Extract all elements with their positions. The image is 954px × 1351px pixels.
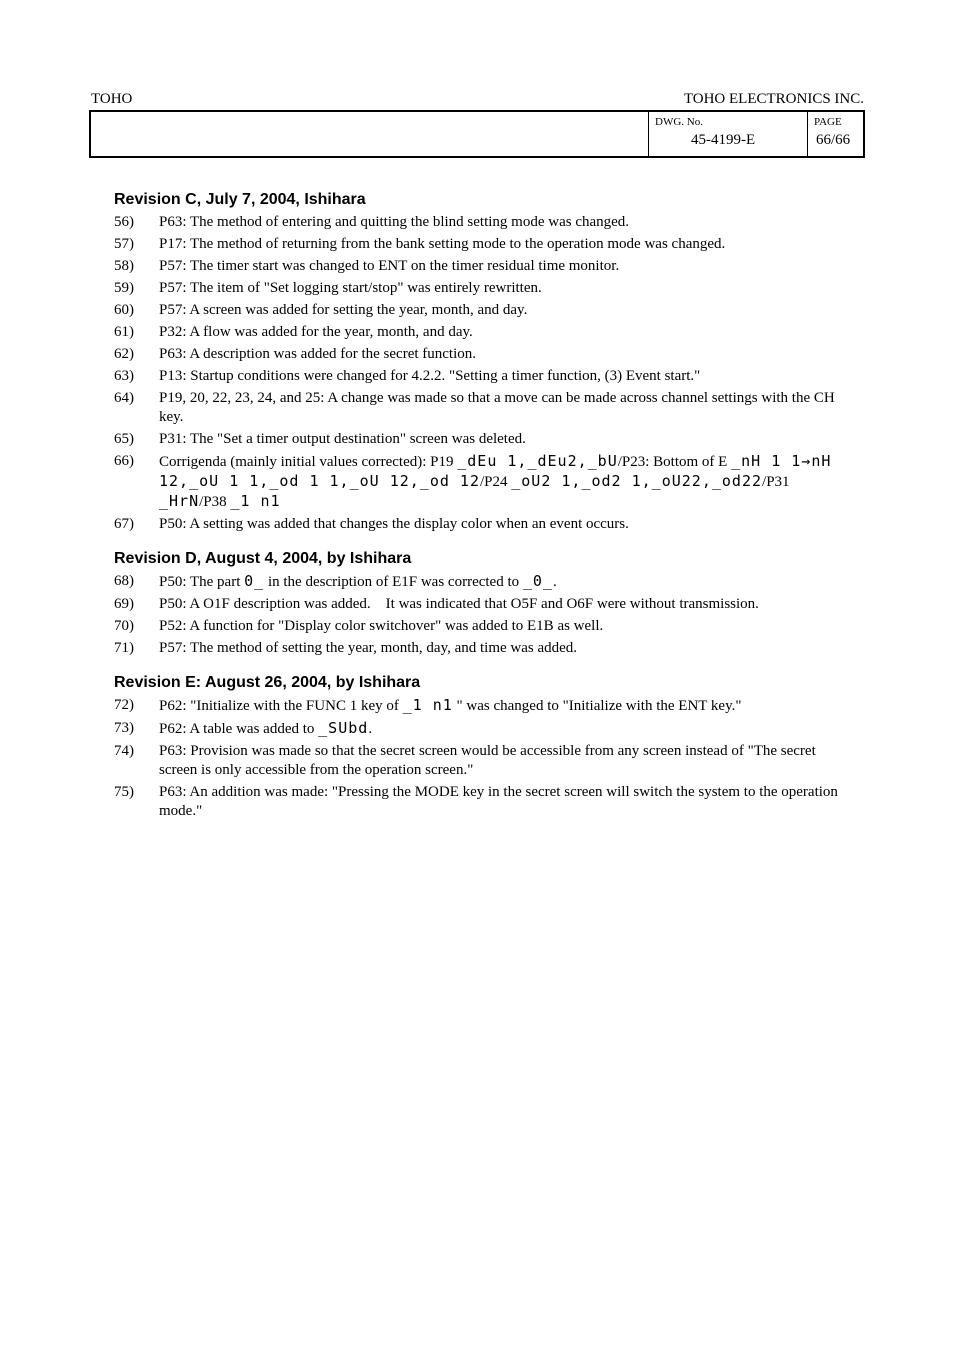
item-number: 67) xyxy=(114,516,134,532)
list-item xyxy=(114,452,844,512)
text-part: /P31 xyxy=(762,474,790,490)
item-text: P50: A setting was added that changes the display color when an event occurs. xyxy=(159,516,629,532)
item-number: 72) xyxy=(114,697,134,713)
item-number: 74) xyxy=(114,743,134,759)
segment-display-code: _HrN xyxy=(159,492,200,510)
list-item xyxy=(114,515,844,534)
item-text: P57: A screen was added for setting the year, month, and day. xyxy=(159,302,528,318)
item-number: 73) xyxy=(114,720,134,736)
text-part: /P23: Bottom of E xyxy=(617,454,732,470)
item-text: P50: A O1F description was added. It was indicated that O5F and O6F were without transmission. xyxy=(159,596,759,612)
list-item xyxy=(114,213,844,232)
revision-title: Revision C, July 7, 2004, Ishihara xyxy=(114,191,366,208)
list-item xyxy=(114,617,844,636)
text-part: P62: A table was added to xyxy=(159,721,319,737)
list-item xyxy=(114,595,844,614)
item-number: 56) xyxy=(114,214,134,230)
list-item xyxy=(114,279,844,298)
list-item xyxy=(114,783,844,821)
revision-c xyxy=(114,190,844,534)
dwg-cell xyxy=(648,112,807,156)
item-number: 60) xyxy=(114,302,134,318)
title-block xyxy=(89,110,865,158)
item-text: P63: An addition was made: "Pressing the MODE key in the secret screen will switch the system to the operation mode." xyxy=(159,784,838,819)
item-text: P57: The method of setting the year, month, day, and time was added. xyxy=(159,640,578,656)
text-part: Corrigenda (mainly initial values corrected): P19 xyxy=(159,454,458,470)
list-item xyxy=(114,719,844,739)
dwg-number: 45-4199-E xyxy=(691,132,756,148)
list-item xyxy=(114,742,844,780)
page-number: 66/66 xyxy=(816,132,851,148)
list-item xyxy=(114,430,844,449)
dwg-label: DWG. No. xyxy=(655,116,703,128)
item-text: P57: The item of "Set logging start/stop" was entirely rewritten. xyxy=(159,280,542,296)
list-item xyxy=(114,367,844,386)
item-text: P57: The timer start was changed to ENT on the timer residual time monitor. xyxy=(159,258,620,274)
revision-e xyxy=(114,673,844,821)
item-number: 62) xyxy=(114,346,134,362)
list-item xyxy=(114,301,844,320)
item-number: 64) xyxy=(114,390,134,406)
page-label: PAGE xyxy=(814,116,842,128)
segment-display-code: _0_ xyxy=(522,572,553,590)
text-part: " was changed to "Initialize with the ENT key." xyxy=(452,698,742,714)
item-text xyxy=(159,696,844,716)
list-item xyxy=(114,257,844,276)
segment-display-code: _oU2 1,_od2 1,_oU22,_od22 xyxy=(511,472,763,490)
text-part: /P38 xyxy=(199,494,231,510)
item-number: 63) xyxy=(114,368,134,384)
item-text: P52: A function for "Display color switchover" was added to E1B as well. xyxy=(159,618,604,634)
item-number: 68) xyxy=(114,573,134,589)
revision-history xyxy=(114,190,844,821)
item-number: 66) xyxy=(114,453,134,469)
item-text: P32: A flow was added for the year, month, and day. xyxy=(159,324,473,340)
item-text: P63: The method of entering and quitting the blind setting mode was changed. xyxy=(159,214,630,230)
item-text xyxy=(159,452,844,512)
list-item xyxy=(114,639,844,658)
item-text xyxy=(159,719,844,739)
item-number: 70) xyxy=(114,618,134,634)
header-company: TOHO xyxy=(91,91,133,107)
item-number: 61) xyxy=(114,324,134,340)
list-item xyxy=(114,696,844,716)
text-part: P50: The part xyxy=(159,574,245,590)
text-part: /P24 xyxy=(479,474,512,490)
item-number: 59) xyxy=(114,280,134,296)
item-number: 57) xyxy=(114,236,134,252)
item-number: 58) xyxy=(114,258,134,274)
header-company-full: TOHO ELECTRONICS INC. xyxy=(683,91,864,107)
segment-display-code: _SUbd xyxy=(318,719,369,737)
item-text: P17: The method of returning from the bank setting mode to the operation mode was changed. xyxy=(159,236,726,252)
item-number: 65) xyxy=(114,431,134,447)
list-item xyxy=(114,389,844,427)
text-part: P62: "Initialize with the FUNC 1 key of xyxy=(159,698,403,714)
text-part: in the description of E1F was corrected to xyxy=(264,574,523,590)
item-number: 75) xyxy=(114,784,134,800)
text-part: . xyxy=(368,721,373,737)
list-item xyxy=(114,323,844,342)
item-text: P19, 20, 22, 23, 24, and 25: A change was made so that a move can be made across channel settings with the CH key. xyxy=(159,390,835,425)
item-text: P31: The "Set a timer output destination" screen was deleted. xyxy=(159,431,526,447)
segment-display-code: 0_ xyxy=(244,572,265,590)
revision-title: Revision E: August 26, 2004, by Ishihara xyxy=(114,674,421,691)
segment-display-code: _dEu 1,_dEu2,_bU xyxy=(457,452,618,470)
item-number: 71) xyxy=(114,640,134,656)
list-item xyxy=(114,235,844,254)
item-text: P63: Provision was made so that the secret screen would be accessible from any screen instead of "The secret screen is only accessible from the operation screen." xyxy=(159,743,816,778)
revision-d xyxy=(114,549,844,658)
segment-display-code: _1 n1 xyxy=(402,696,453,714)
segment-display-code: _1 n1 xyxy=(230,492,281,510)
page-cell xyxy=(807,112,864,156)
item-text: P13: Startup conditions were changed for 4.2.2. "Setting a timer function, (3) Event start." xyxy=(159,368,701,384)
revision-title: Revision D, August 4, 2004, by Ishihara xyxy=(114,550,412,567)
list-item xyxy=(114,572,844,592)
item-text xyxy=(159,572,844,592)
list-item xyxy=(114,345,844,364)
item-text: P63: A description was added for the secret function. xyxy=(159,346,477,362)
segment-display-code: _nH 1 1→nH 12,_oU 1 1,_od 1 1,_oU 12,_od 12 xyxy=(159,452,832,490)
text-part: . xyxy=(552,574,557,590)
item-number: 69) xyxy=(114,596,134,612)
